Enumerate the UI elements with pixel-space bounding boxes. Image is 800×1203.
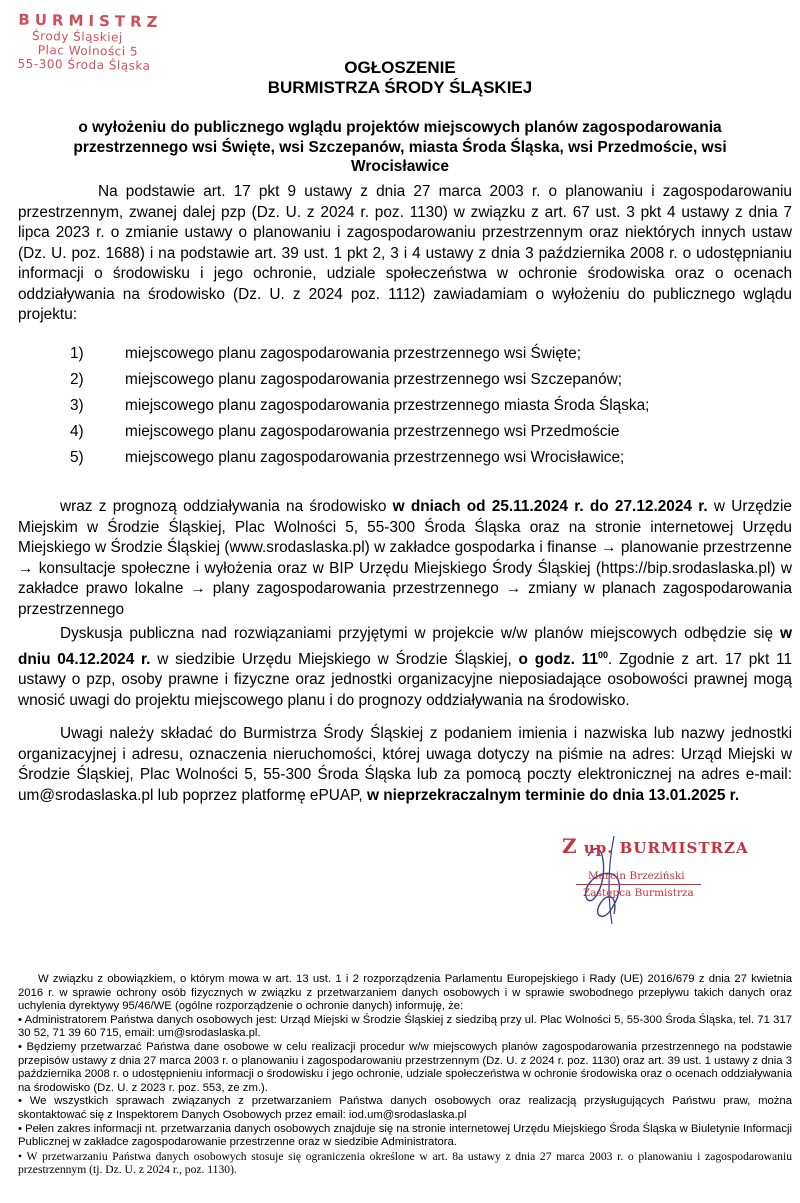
p4-text-a: Uwagi należy składać do Burmistrza Środy Śląskiej z podaniem imienia i nazwiska lub nazwy jednostki organizacyjnej i adresu, oznaczenia nieruchomości, której uwaga dotyczy na piśmie na adres: Urząd Miejski w Środzie Śląskiej, Plac Wolności 5, 55-300 Środa Śląska lub za pomocą poczty elektronicznej na adres e-mail: um@srodaslaska.pl lub poprzez platformę ePUAP,	[18, 725, 792, 804]
list-item	[18, 422, 792, 448]
paragraph-public-discussion	[18, 624, 792, 711]
gdpr-bullet: • Pełen zakres informacji nt. przetwarzania danych osobowych znajduje się na stronie internetowej Urzędu Miejskiego Środa Śląska w Biuletynie Informacji Publicznej w zakładce zagospodarowanie przestrzenne oraz w siedzibie Administratora.	[18, 1122, 792, 1149]
p3-text-c: w siedzibie Urzędu Miejskiego w Środzie Śląskiej,	[150, 650, 519, 668]
p2-text-a: wraz z prognozą oddziaływania na środowisko	[60, 498, 393, 515]
list-item	[18, 370, 792, 396]
stamp-line-3: Plac Wolności 5	[37, 42, 139, 59]
p3-text-a: Dyskusja publiczna nad rozwiązaniami przyjętymi w projekcie w/w planów miejscowych odbędzie się	[60, 625, 781, 642]
list-item-text: miejscowego planu zagospodarowania przestrzennego wsi Przedmoście	[125, 423, 620, 440]
list-item-number: 3)	[70, 397, 84, 414]
announcement-title	[0, 58, 800, 98]
gdpr-notice	[18, 973, 792, 1177]
gdpr-bullet-last: • W przetwarzaniu Państwa danych osobowych stosuje się ograniczenia określone w art. 8a ustawy z dnia 27 marca 2003 r. o planowaniu i zagospodarowaniu przestrzennym (tj. Dz. U. z 2024 r., poz. 1130).	[18, 1149, 792, 1177]
list-item-text: miejscowego planu zagospodarowania przestrzennego wsi Wrocisławice;	[125, 449, 625, 466]
p2-dates: w dniach od 25.11.2024 r. do 27.12.2024 r.	[392, 498, 708, 515]
gdpr-intro: W związku z obowiązkiem, o którym mowa w art. 13 ust. 1 i 2 rozporządzenia Parlamentu Europejskiego i Rady (UE) 2016/679 z dnia 27 kwietnia 2016 r. w sprawie ochrony osób fizycznych w związku z przetwarzaniem danych osobowych i w sprawie swobodnego przepływu takich danych oraz uchylenia dyrektywy 95/46/WE (ogólne rozporządzenie o ochronie danych) informuję, że:	[18, 973, 792, 1013]
p3-minutes: 00	[597, 649, 608, 660]
p3-date: w dniu 04.12.2024 r.	[18, 625, 792, 668]
p3-text-f: . Zgodnie z art. 17 pkt 11 ustawy o pzp, osoby prawne i fizyczne oraz jednostki organizacyjne nieposiadające osobowości prawnej mogą wnosić uwagi do projektu miejscowego planu i do prognozy oddziaływania na środowisko.	[18, 650, 793, 709]
p3-hour: o godz. $11^{00}$	[518, 649, 608, 668]
list-item-number: 4)	[70, 423, 84, 440]
paragraph-comments	[18, 724, 792, 806]
list-item	[18, 448, 792, 474]
p4-deadline: w nieprzekraczalnym terminie do dnia 13.01.2025 r.	[366, 786, 740, 804]
signer-role: Zastępca Burmistrza	[583, 887, 694, 899]
list-item-number: 2)	[70, 371, 84, 388]
signature-line	[576, 884, 701, 885]
gdpr-bullet: • We wszystkich sprawach związanych z przetwarzaniem Państwa danych osobowych oraz realizacją przysługujących Państwu praw, można skontaktować się z Inspektorem Danych Osobowych przez email: iod.um@srodaslaska.pl	[18, 1095, 792, 1121]
stamp-line-1: BURMISTRZ	[18, 10, 163, 32]
paragraph-display-period	[18, 497, 792, 620]
list-item-text: miejscowego planu zagospodarowania przestrzennego miasta Środa Śląska;	[125, 397, 650, 414]
signer-name: Marcin Brzeziński	[588, 870, 685, 882]
plan-list	[18, 344, 792, 474]
stamp-line-2: Środy Śląskiej	[31, 28, 123, 45]
paragraph-legal-basis: Na podstawie art. 17 pkt 9 ustawy z dnia 27 marca 2003 r. o planowaniu i zagospodarowaniu przestrzennym, zwanej dalej pzp (Dz. U. z 2024 r. poz. 1130) w związku z art. 67 ust. 3 pkt 4 ustawy z dnia 7 lipca 2023 r. o zmianie ustawy o planowaniu i zagospodarowaniu przestrzennym oraz niektórych innych ustaw (Dz. U. poz. 1688) i na podstawie art. 39 ust. 1 pkt 2, 3 i 4 ustawy z dnia 3 października 2008 r. o udostępnianiu informacji o środowisku i jego ochronie, udziale społeczeństwa w ochronie środowiska oraz o ocenach oddziaływania na środowisko (Dz. U. z 2024 poz. 1112) zawiadamiam o wyłożeniu do publicznego wglądu projektu:	[18, 183, 792, 323]
title-line-2: BURMISTRZA ŚRODY ŚLĄSKIEJ	[267, 78, 533, 97]
list-item	[18, 396, 792, 422]
list-item-text: miejscowego planu zagospodarowania przestrzennego wsi Szczepanów;	[125, 371, 623, 388]
gdpr-bullet: • Będziemy przetwarzać Państwa dane osobowe w celu realizacji procedur w/w miejscowych planów zagospodarowania przestrzennego na podstawie przepisów ustawy z dnia 27 marca 2003 r. o planowaniu i zagospodarowaniu przestrzennym (Dz. U. z 2024 r. poz. 1130) oraz art. 39 ust. 1 ustawy z dnia 3 października 2008 r. o udostępnieniu informacji o środowisku i jego ochronie, udziale społeczeństwa w ochronie środowiska oraz o ocenach oddziaływania na środowisko (Dz. U. z 2023 r. poz. 553, ze zm.).	[18, 1040, 792, 1094]
signature-block	[548, 816, 768, 926]
announcement-subtitle: o wyłożeniu do publicznego wglądu projektów miejscowych planów zagospodarowania przestrzennego wsi Święte, wsi Szczepanów, miasta Środa Śląska, wsi Przedmoście, wsi Wrocisławice	[73, 119, 727, 175]
list-item-number: 5)	[70, 449, 84, 466]
p2-text-c: w Urzędzie Miejskim w Środzie Śląskiej, Plac Wolności 5, 55-300 Środa Śląska oraz na stronie internetowej Urzędu Miejskiego w Środzie Śląskiej (www.srodaslaska.pl) w zakładce gospodarka i finanse → planowanie przestrzenne → konsultacje społeczne i wyłożenia oraz w BIP Urzędu Miejskiego Środy Śląskiej (https://bip.srodaslaska.pl) w zakładce prawo lokalne → plany zagospodarowania przestrzennego → zmiany w planach zagospodarowania przestrzennego	[18, 498, 792, 618]
gdpr-bullet: • Administratorem Państwa danych osobowych jest: Urząd Miejski w Środzie Śląskiej z siedzibą przy ul. Plac Wolności 5, 55-300 Środa Śląska, tel. 71 317 30 52, 71 39 60 715, email: um@srodaslaska.pl.	[18, 1013, 792, 1040]
list-item-number: 1)	[70, 345, 84, 362]
stamp-line-4: 55-300 Środa Śląska	[17, 56, 151, 73]
list-item-text: miejscowego planu zagospodarowania przestrzennego wsi Święte;	[125, 345, 581, 362]
list-item	[18, 344, 792, 370]
signature-title: Z up. BURMISTRZA	[562, 834, 749, 858]
title-line-1: OGŁOSZENIE	[344, 58, 456, 77]
